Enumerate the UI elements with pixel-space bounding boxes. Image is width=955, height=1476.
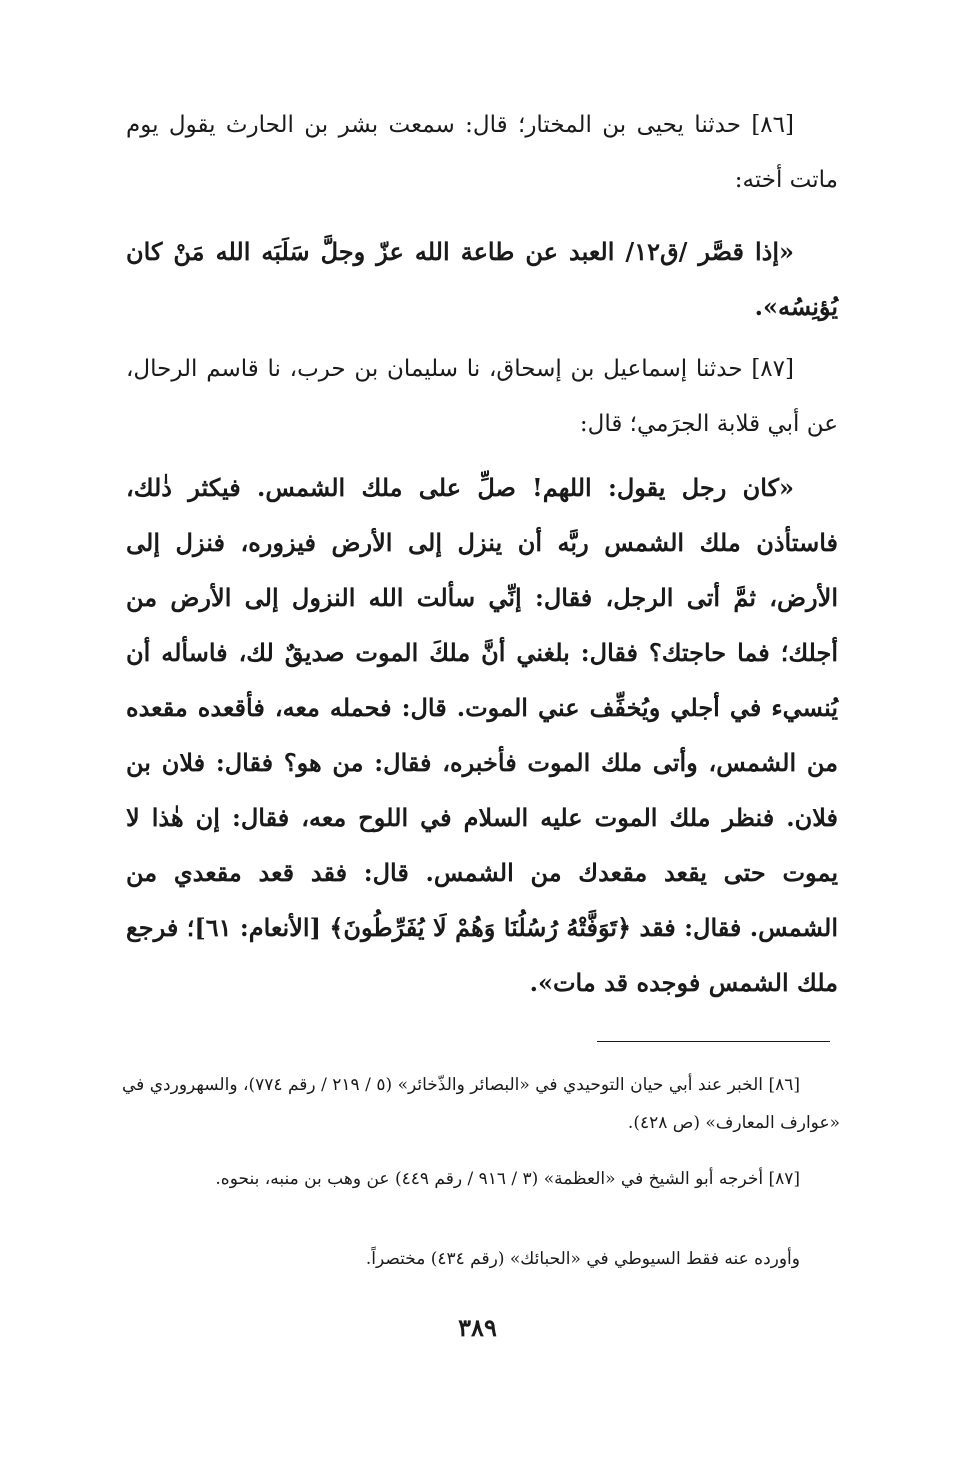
- footnote-87-continuation: وأورده عنه فقط السيوطي في «الحبائك» (رقم ٤٣٤) مختصراً.: [365, 1249, 800, 1269]
- quote-text-part-b: [الأنعام: ٦١]؛ فرجع ملك الشمس فوجده قد مات».: [126, 913, 838, 997]
- footnote-divider: [597, 1041, 830, 1042]
- footnote-87: [٨٧] أخرجه أبو الشيخ في «العظمة» (٣ / ٩١٦ / رقم ٤٤٩) عن وهب بن منبه، بنحوه.: [215, 1169, 800, 1189]
- paragraph-86-quote: «إذا قصَّر /ق١٢/ العبد عن طاعة الله عزّ وجلَّ سَلَبَه الله مَنْ كان يُؤنِسُه».: [126, 237, 838, 321]
- paragraph-87-quote: [126, 460, 838, 1010]
- page-number: ٣٨٩: [458, 1313, 497, 1342]
- paragraph-86-intro: [٨٦] حدثنا يحيى بن المختار؛ قال: سمعت بشر بن الحارث يقول يوم ماتت أخته:: [126, 112, 838, 193]
- quote-text-part-a: «كان رجل يقول: اللهم! صلِّ على ملك الشمس. فيكثر ذٰلك، فاستأذن ملك الشمس ربَّه أن ينزل إلى الأرض فيزوره، فنزل إلى الأرض، ثمَّ أتى الرجل، فقال: إنِّي سألت الله النزول إلى الأرض من أجلك؛ فما حاجتك؟ فقال: بلغني أنَّ ملكَ الموت صديقٌ لك، فاسأله أن يُنسيء في أجلي ويُخفِّف عني الموت. قال: فحمله معه، فأقعده مقعده من الشمس، وأتى ملك الموت فأخبره، فقال: من هو؟ فقال: فلان بن فلان. فنظر ملك الموت عليه السلام في اللوح معه، فقال: إن هٰذا لا يموت حتى يقعد مقعدك من الشمس. قال: فقد قعد مقعدي من الشمس. فقال: فقد: [126, 473, 839, 942]
- paragraph-87-intro: [٨٧] حدثنا إسماعيل بن إسحاق، نا سليمان بن حرب، نا قاسم الرحال، عن أبي قلابة الجرَمي؛ قال:: [126, 356, 838, 437]
- footnote-86: [٨٦] الخبر عند أبي حيان التوحيدي في «البصائر والذّخائر» (٥ / ٢١٩ / رقم ٧٧٤)، والسهروردي في «عوارف المعارف» (ص ٤٢٨).: [122, 1075, 840, 1133]
- quran-verse: ﴿تَوَفَّتْهُ رُسُلُنَا وَهُمْ لَا يُفَرِّطُونَ﴾: [329, 913, 632, 942]
